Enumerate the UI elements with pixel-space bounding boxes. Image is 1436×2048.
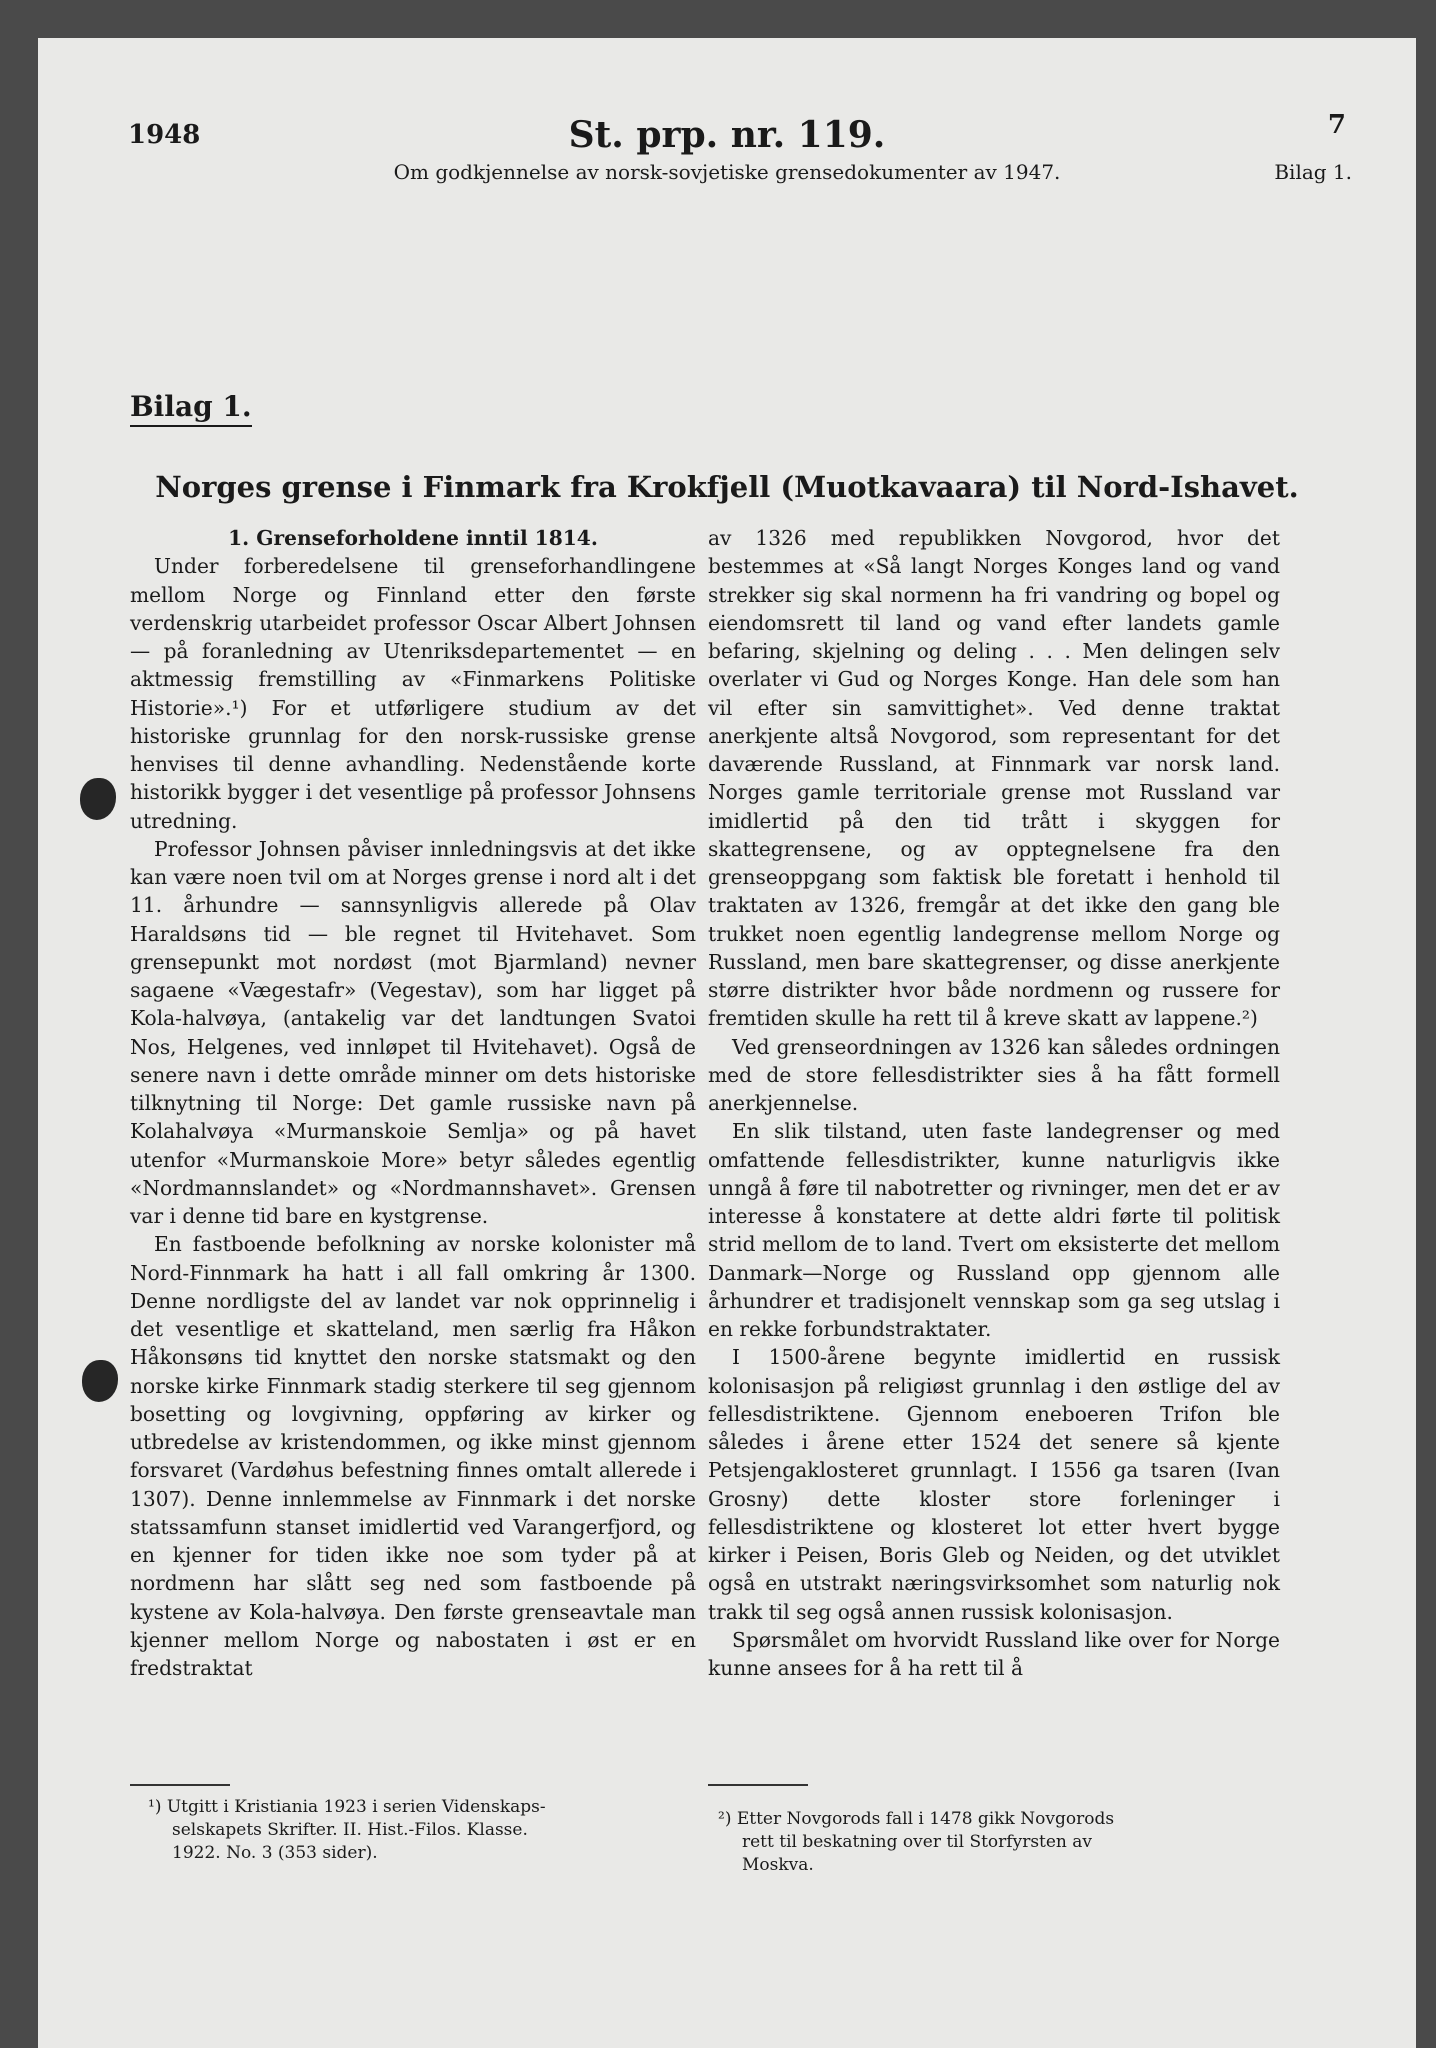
section-heading: 1. Grenseforholdene inntil 1814.	[228, 526, 598, 550]
footnote-line: Moskva.	[742, 1855, 814, 1875]
punch-hole	[80, 778, 116, 820]
footnote-rule	[708, 1784, 808, 1786]
main-title: Norges grense i Finmark fra Krokfjell (Muotkavaara) til Nord-Ishavet.	[155, 470, 1299, 504]
paragraph: En fastboende befolkning av norske kolonister må Nord-Finnmark ha hatt i all fall omkring år 1300. Denne nordligste del av landet var nok opprinnelig i det vesentlige et skatteland, men særlig fra Håkon Håkonsøns tid knyttet den norske statsmakt og den norske kirke Finnmark stadig sterkere til seg gjennom bosetting og lovgivning, oppføring av kirker og utbredelse av kristendommen, og ikke minst gjennom forsvaret (Vardøhus befestning finnes omtalt allerede i 1307). Denne innlemmelse av Finnmark i det norske statssamfunn stanset imidlertid ved Varangerfjord, og en kjenner for tiden ikke noe som tyder på at nordmenn har slått seg ned som fastboende på kystene av Kola-halvøya. Den første grenseavtale man kjenner mellom Norge og nabostaten i øst er en fredstraktat	[130, 1232, 696, 1680]
footnote-2	[718, 1808, 1278, 1877]
section-label: Bilag 1.	[130, 390, 252, 427]
footnote-line: selskapets Skrifter. II. Hist.-Filos. Klasse.	[172, 1820, 528, 1840]
paragraph: Professor Johnsen påviser innledningsvis at det ikke kan være noen tvil om at Norges grense i nord alt i det 11. århundre — sannsynligvis allerede på Olav Haraldsøns tid — ble regnet til Hvitehavet. Som grensepunkt mot nordøst (mot Bjarmland) nevner sagaene «Vægestafr» (Vegestav), som har ligget på Kola-halvøya, (antakelig var det landtungen Svatoi Nos, Helgenes, ved innløpet til Hvitehavet). Også de senere navn i dette område minner om dets historiske tilknytning til Norge: Det gamle russiske navn på Kolahalvøya «Murmanskoie Semlja» og på havet utenfor «Murmanskoie More» betyr således egentlig «Nordmannslandet» og «Nordmannshavet». Grensen var i denne tid bare en kystgrense.	[130, 836, 696, 1228]
footnote-1	[148, 1796, 696, 1865]
paragraph: Ved grenseordningen av 1326 kan således ordningen med de store fellesdistrikter sies å ha fått formell anerkjennelse.	[708, 1034, 1280, 1115]
paragraph: Under forberedelsene til grenseforhandlingene mellom Norge og Finnland etter den første verdenskrig utarbeidet professor Oscar Albert Johnsen — på foranledning av Utenriksdepartementet — en aktmessig fremstilling av «Finmarkens Politiske Historie».¹) For et utførligere studium av det historiske grunnlag for den norsk-russiske grense henvises til denne avhandling. Nedenstående korte historikk bygger i det vesentlige på professor Johnsens utredning.	[130, 554, 696, 833]
paragraph: av 1326 med republikken Novgorod, hvor det bestemmes at «Så langt Norges Konges land og vand strekker sig skal normenn ha fri vandring og bopel og eiendomsrett til land og vand efter landets gamle befaring, skjelning og deling . . . Men delingen selv overlater vi Gud og Norges Konge. Han dele som han vil efter sin samvittighet». Ved denne traktat anerkjente altså Novgorod, som representant for det daværende Russland, at Finnmark var norsk land. Norges gamle territoriale grense mot Russland var imidlertid på den tid trått i skyggen for skattegrensene, og av opptegnelsene fra den grenseoppgang som faktisk ble foretatt i henhold til traktaten av 1326, fremgår at det ikke den gang ble trukket noen egentlig landegrense mellom Norge og Russland, men bare skattegrenser, og disse anerkjente større distrikter hvor både nordmenn og russere for fremtiden skulle ha rett til å kreve skatt av lappene.²)	[708, 526, 1280, 1031]
page-number: 7	[1327, 110, 1346, 140]
footnote-line: ²) Etter Novgorods fall i 1478 gikk Novgorods	[718, 1809, 1115, 1829]
header-title: St. prp. nr. 119.	[568, 114, 886, 156]
paragraph: Spørsmålet om hvorvidt Russland like over for Norge kunne ansees for å ha rett til å	[708, 1627, 1280, 1680]
right-column	[708, 524, 1280, 1682]
left-column	[130, 524, 696, 1682]
header-subtitle: Om godkjennelse av norsk-sovjetiske grensedokumenter av 1947.	[393, 160, 1061, 184]
header-year: 1948	[128, 120, 201, 150]
document-page	[38, 38, 1416, 2048]
header-bilag: Bilag 1.	[1274, 160, 1352, 184]
paragraph: I 1500-årene begynte imidlertid en russisk kolonisasjon på religiøst grunnlag i den østlige del av fellesdistriktene. Gjennom eneboeren Trifon ble således i årene etter 1524 det senere så kjente Petsjengaklosteret grunnlagt. I 1556 ga tsaren (Ivan Grosny) dette kloster store forleninger i fellesdistriktene og klosteret lot etter hvert bygge kirker i Peisen, Boris Gleb og Neiden, og det utviklet også en utstrakt næringsvirksomhet som naturlig nok trakk til seg også annen russisk kolonisasjon.	[708, 1345, 1280, 1624]
paragraph: En slik tilstand, uten faste landegrenser og med omfattende fellesdistrikter, kunne naturligvis ikke unngå å føre til nabotretter og rivninger, men det er av interesse å konstatere at dette aldri førte til politisk strid mellom de to land. Tvert om eksisterte det mellom Danmark—Norge og Russland opp gjennom alle århundrer et tradisjonelt vennskap som ga seg utslag i en rekke forbundstraktater.	[708, 1119, 1280, 1341]
footnote-line: ¹) Utgitt i Kristiania 1923 i serien Videnskaps-	[148, 1797, 546, 1817]
footnote-line: 1922. No. 3 (353 sider).	[172, 1843, 378, 1863]
punch-hole	[82, 1360, 118, 1402]
footnote-rule	[130, 1784, 230, 1786]
footnote-line: rett til beskatning over til Storfyrsten av	[742, 1832, 1093, 1852]
